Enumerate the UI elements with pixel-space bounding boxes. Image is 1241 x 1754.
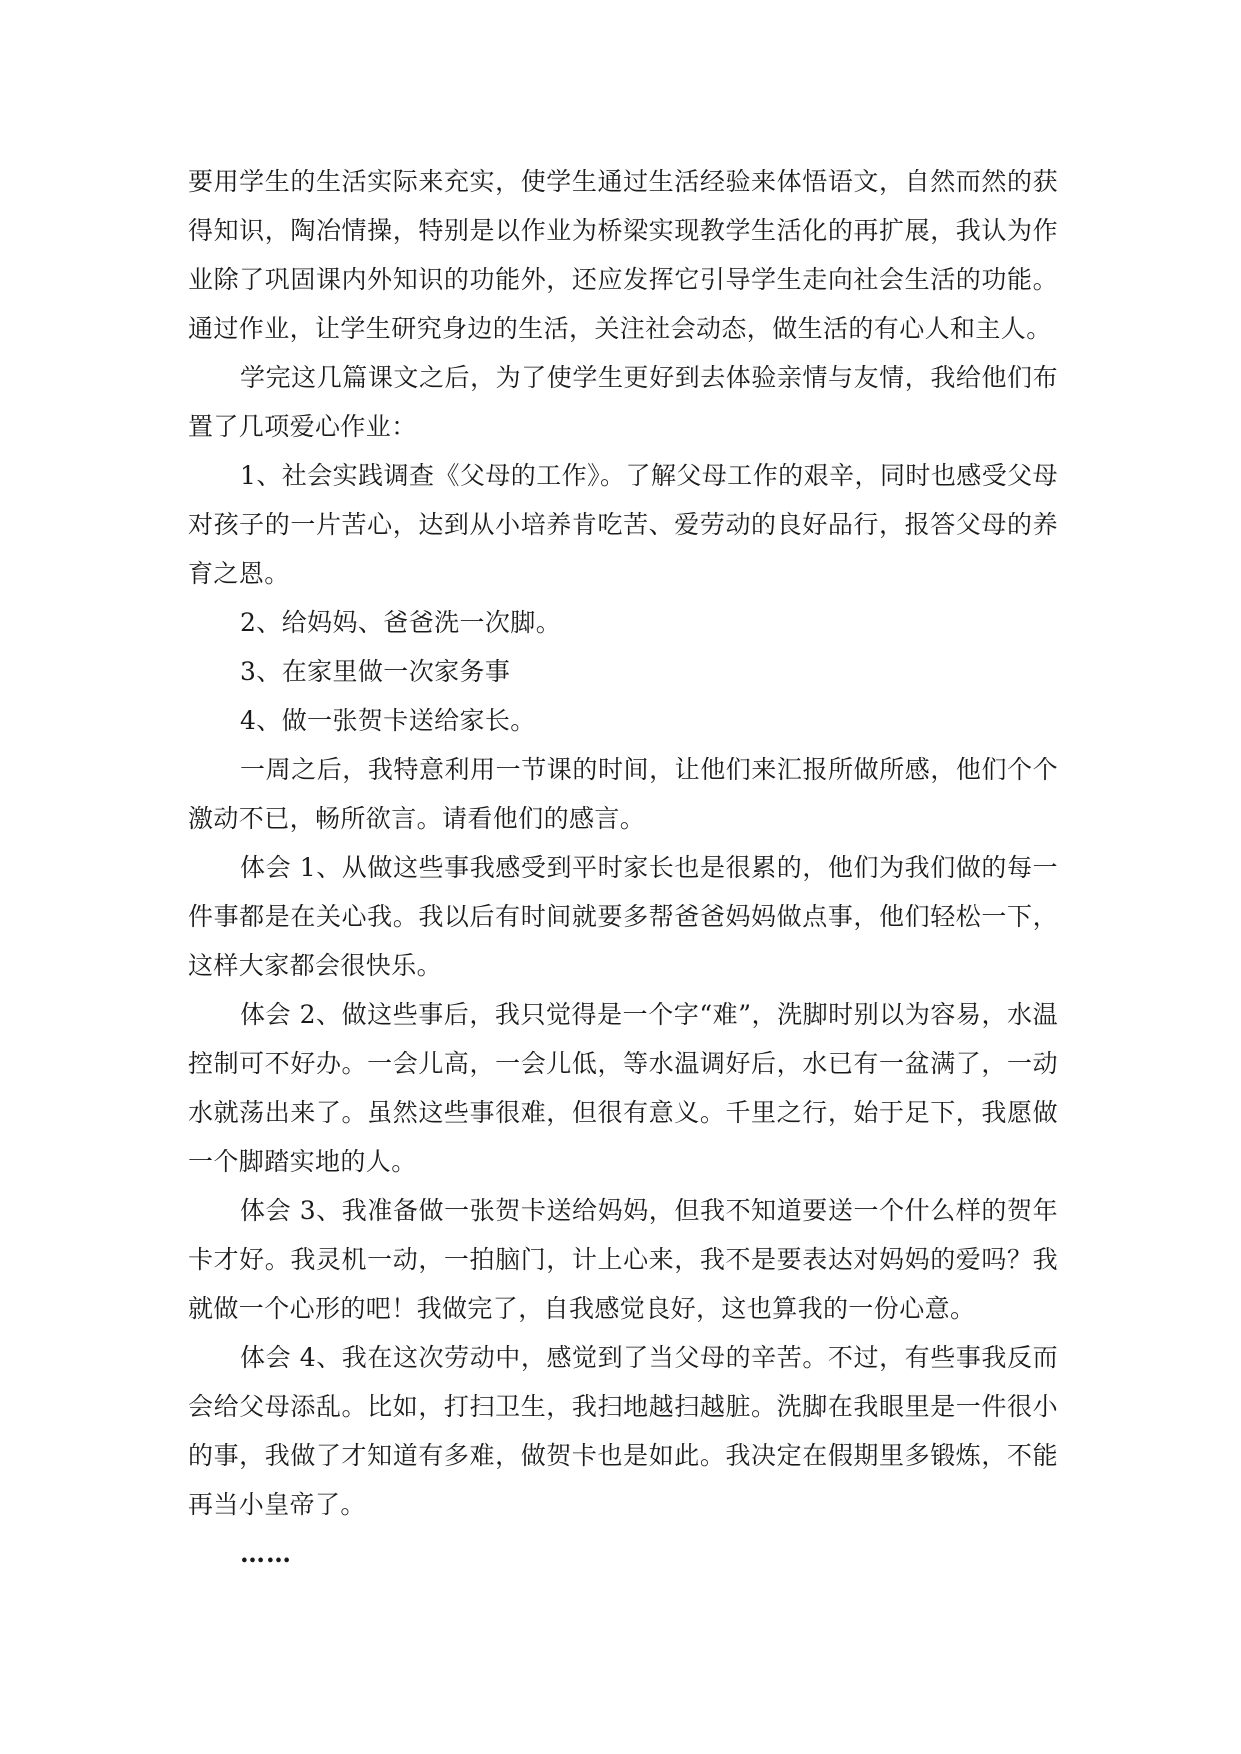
list-item-4: 4、做一张贺卡送给家长。 — [240, 706, 536, 735]
list-item-1: 1、社会实践调查《父母的工作》。了解父母工作的艰辛，同时也感受父母对孩子的一片苦心，达到从小培养肯吃苦、爱劳动的良好品行，报答父母的养育之恩。 — [188, 461, 1058, 588]
list-item-2: 2、给妈妈、爸爸洗一次脚。 — [240, 608, 562, 637]
paragraph-week-later: 一周之后，我特意利用一节课的时间，让他们来汇报所做所感，他们个个激动不已，畅所欲言。请看他们的感言。 — [188, 755, 1058, 833]
list-item-3: 3、在家里做一次家务事 — [240, 657, 511, 686]
paragraph-continuation: 要用学生的生活实际来充实，使学生通过生活经验来体悟语文，自然而然的获得知识，陶冶情操，特别是以作业为桥梁实现教学生活化的再扩展，我认为作业除了巩固课内外知识的功能外，还应发挥它引导学生走向社会生活的功能。通过作业，让学生研究身边的生活，关注社会动态，做生活的有心人和主人。 — [188, 167, 1058, 343]
reflection-3: 体会 3、我准备做一张贺卡送给妈妈，但我不知道要送一个什么样的贺年卡才好。我灵机一动，一拍脑门，计上心来，我不是要表达对妈妈的爱吗？我就做一个心形的吧！我做完了，自我感觉良好，这也算我的一份心意。 — [188, 1196, 1058, 1323]
reflection-4: 体会 4、我在这次劳动中，感觉到了当父母的辛苦。不过，有些事我反而会给父母添乱。比如，打扫卫生，我扫地越扫越脏。洗脚在我眼里是一件很小的事，我做了才知道有多难，做贺卡也是如此。我决定在假期里多锻炼，不能再当小皇帝了。 — [188, 1343, 1058, 1519]
paragraph-assignment-intro: 学完这几篇课文之后，为了使学生更好到去体验亲情与友情，我给他们布置了几项爱心作业： — [188, 363, 1058, 441]
reflection-1: 体会 1、从做这些事我感受到平时家长也是很累的，他们为我们做的每一件事都是在关心我。我以后有时间就要多帮爸爸妈妈做点事，他们轻松一下，这样大家都会很快乐。 — [188, 853, 1058, 980]
document-body — [188, 157, 1058, 1578]
ellipsis: …… — [240, 1539, 292, 1568]
reflection-2: 体会 2、做这些事后，我只觉得是一个字“难”，洗脚时别以为容易，水温控制可不好办。一会儿高，一会儿低，等水温调好后，水已有一盆满了，一动水就荡出来了。虽然这些事很难，但很有意义。千里之行，始于足下，我愿做一个脚踏实地的人。 — [188, 1000, 1058, 1176]
